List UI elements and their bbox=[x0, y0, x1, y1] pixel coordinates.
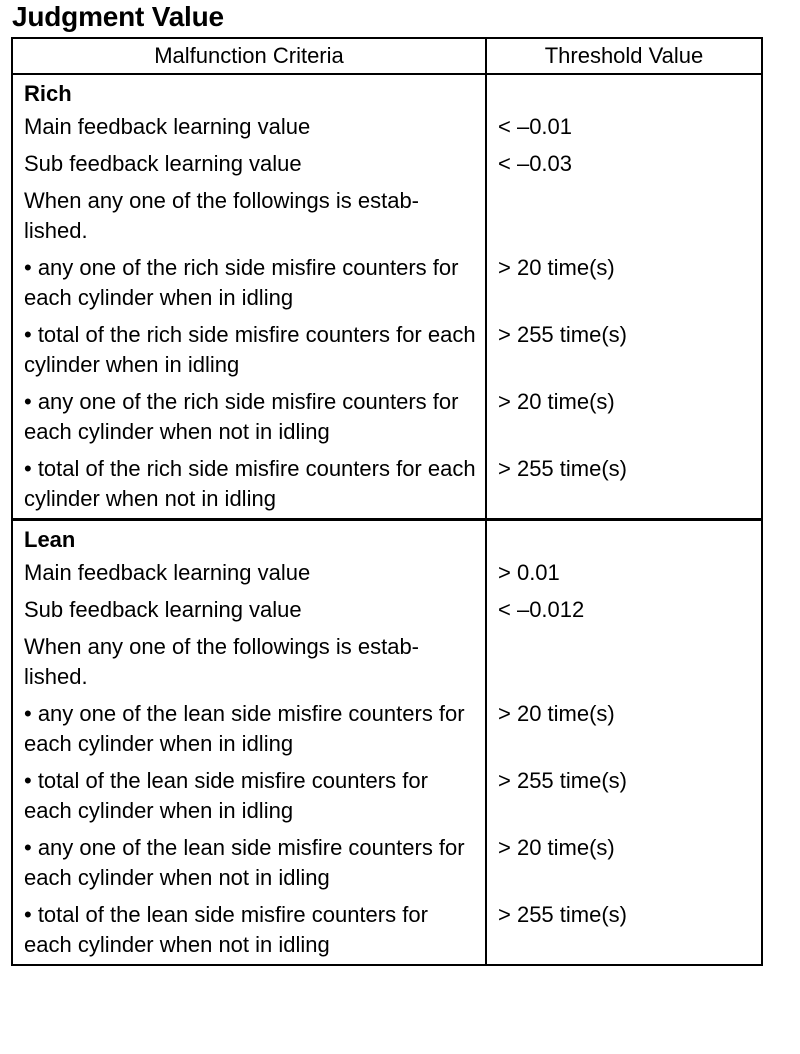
criteria-cell: Sub feedback learning value bbox=[12, 592, 486, 629]
table-header-row bbox=[12, 38, 762, 74]
threshold-cell bbox=[486, 183, 762, 250]
group-label-spacer bbox=[486, 520, 762, 556]
group-header-row bbox=[12, 520, 762, 556]
threshold-cell: > 20 time(s) bbox=[486, 696, 762, 763]
threshold-cell: > 20 time(s) bbox=[486, 384, 762, 451]
table-row bbox=[12, 592, 762, 629]
criteria-cell: When any one of the followings is estab-lished. bbox=[12, 629, 486, 696]
header-malfunction-criteria: Malfunction Criteria bbox=[12, 38, 486, 74]
group-label-spacer bbox=[486, 74, 762, 109]
threshold-cell: < –0.03 bbox=[486, 146, 762, 183]
group-label-lean: Lean bbox=[12, 520, 486, 556]
threshold-cell: > 0.01 bbox=[486, 555, 762, 592]
threshold-cell: > 20 time(s) bbox=[486, 830, 762, 897]
table-row bbox=[12, 897, 762, 965]
criteria-cell: • any one of the rich side misfire counters for each cylinder when not in idling bbox=[12, 384, 486, 451]
table-row bbox=[12, 250, 762, 317]
group-header-row bbox=[12, 74, 762, 109]
header-threshold-value: Threshold Value bbox=[486, 38, 762, 74]
table-row bbox=[12, 384, 762, 451]
table-row bbox=[12, 555, 762, 592]
threshold-cell: > 255 time(s) bbox=[486, 317, 762, 384]
page-title: Judgment Value bbox=[12, 1, 224, 32]
judgment-value-table bbox=[11, 37, 763, 966]
threshold-cell: > 255 time(s) bbox=[486, 451, 762, 520]
table-row bbox=[12, 146, 762, 183]
criteria-cell: When any one of the followings is estab-lished. bbox=[12, 183, 486, 250]
table-row bbox=[12, 109, 762, 146]
table-row bbox=[12, 183, 762, 250]
table-row bbox=[12, 629, 762, 696]
threshold-cell: > 255 time(s) bbox=[486, 897, 762, 965]
criteria-cell: • total of the rich side misfire counters for each cylinder when not in idling bbox=[12, 451, 486, 520]
criteria-cell: • any one of the rich side misfire counters for each cylinder when in idling bbox=[12, 250, 486, 317]
table-row bbox=[12, 830, 762, 897]
table-row bbox=[12, 317, 762, 384]
criteria-cell: • any one of the lean side misfire counters for each cylinder when in idling bbox=[12, 696, 486, 763]
criteria-cell: • total of the rich side misfire counters for each cylinder when in idling bbox=[12, 317, 486, 384]
table-row bbox=[12, 763, 762, 830]
threshold-cell: > 20 time(s) bbox=[486, 250, 762, 317]
threshold-cell: > 255 time(s) bbox=[486, 763, 762, 830]
criteria-cell: • total of the lean side misfire counters for each cylinder when in idling bbox=[12, 763, 486, 830]
criteria-cell: Sub feedback learning value bbox=[12, 146, 486, 183]
criteria-cell: • any one of the lean side misfire counters for each cylinder when not in idling bbox=[12, 830, 486, 897]
criteria-cell: Main feedback learning value bbox=[12, 109, 486, 146]
criteria-cell: Main feedback learning value bbox=[12, 555, 486, 592]
table-row bbox=[12, 696, 762, 763]
threshold-cell: < –0.012 bbox=[486, 592, 762, 629]
table-row bbox=[12, 451, 762, 520]
group-label-rich: Rich bbox=[12, 74, 486, 109]
threshold-cell: < –0.01 bbox=[486, 109, 762, 146]
criteria-cell: • total of the lean side misfire counters for each cylinder when not in idling bbox=[12, 897, 486, 965]
threshold-cell bbox=[486, 629, 762, 696]
